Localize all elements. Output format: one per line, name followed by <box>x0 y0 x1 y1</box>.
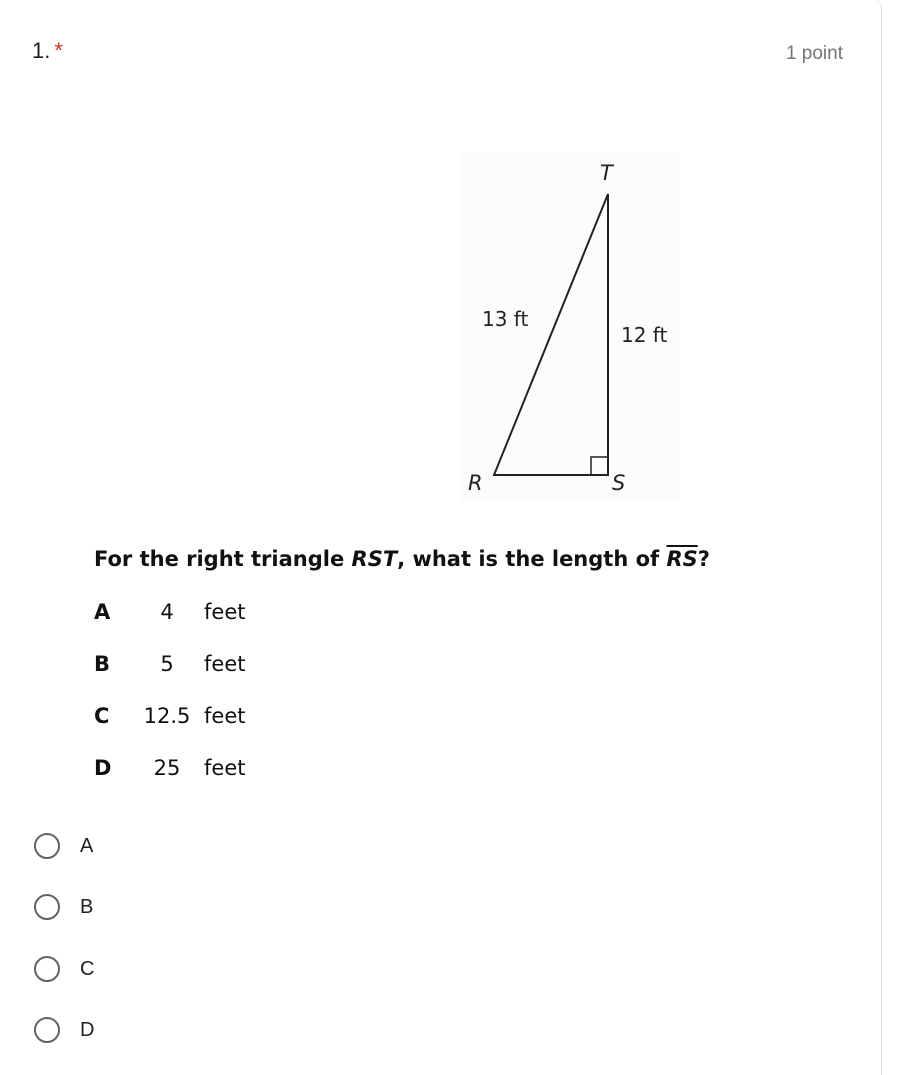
option-d[interactable] <box>34 1013 94 1047</box>
prompt-segment: $\overline{RS}$ <box>666 547 698 571</box>
choice-value: 25 <box>153 756 181 780</box>
choice-unit: feet <box>204 600 246 624</box>
option-label[interactable]: A <box>80 834 94 857</box>
points-label: 1 point <box>785 43 843 64</box>
prompt-middle: , what is the length of <box>397 547 667 571</box>
radio-button[interactable] <box>34 1017 60 1043</box>
choice-unit: feet <box>204 756 246 780</box>
prompt-suffix: ? <box>697 547 710 571</box>
option-b[interactable] <box>34 890 93 924</box>
choice-letter: B <box>94 652 111 676</box>
choice-value: 4 <box>160 600 174 624</box>
choice-unit: feet <box>204 652 246 676</box>
vertex-t-label: T <box>600 161 613 185</box>
radio-button[interactable] <box>34 956 60 982</box>
hypotenuse-label: 13 ft <box>482 307 529 331</box>
choice-value: 5 <box>160 652 174 676</box>
prompt-triangle: RST <box>351 547 398 571</box>
required-asterisk: * <box>54 38 63 63</box>
option-label[interactable]: C <box>80 957 95 980</box>
vertex-r-label: R <box>468 471 483 495</box>
option-a[interactable] <box>34 829 93 863</box>
choice-letter: A <box>94 600 111 624</box>
prompt-prefix: For the right triangle <box>94 547 352 571</box>
choice-value: 12.5 <box>143 704 191 728</box>
option-label[interactable]: D <box>80 1018 95 1041</box>
vertex-s-label: S <box>612 471 626 495</box>
question-header <box>32 38 63 64</box>
option-c[interactable] <box>34 952 94 986</box>
choice-letter: C <box>94 704 110 728</box>
choice-letter: D <box>94 756 112 780</box>
leg-label: 12 ft <box>621 323 668 347</box>
question-text <box>94 547 710 571</box>
choice-unit: feet <box>204 704 246 728</box>
option-label[interactable]: B <box>80 895 94 918</box>
question-number: 1. <box>32 38 51 63</box>
radio-button[interactable] <box>34 894 60 920</box>
triangle-figure <box>460 152 680 507</box>
radio-button[interactable] <box>34 833 60 859</box>
triangle-diagram <box>460 152 680 502</box>
